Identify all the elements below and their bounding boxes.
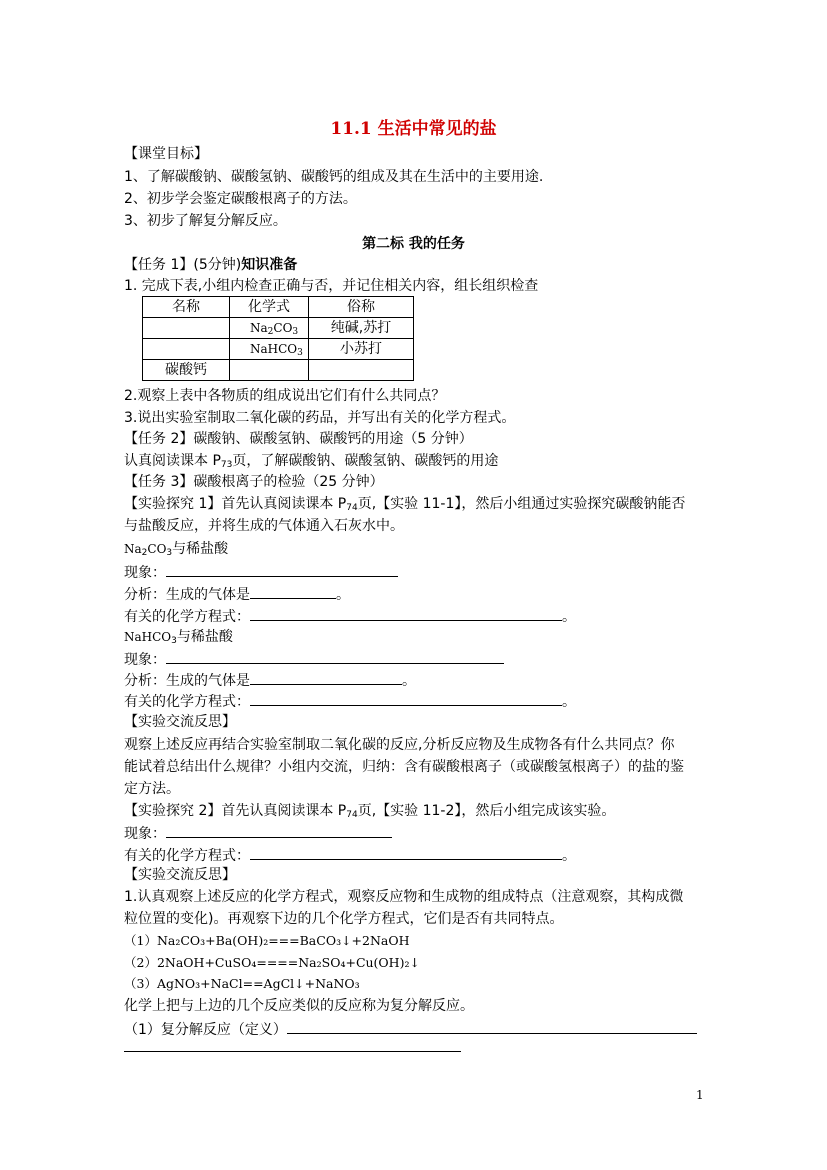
reflect-line: 能试着总结出什么规律？小组内交流，归纳：含有碳酸根离子（或碳酸氢根离子）的盐的鉴 (124, 759, 684, 775)
table-cell-formula: $Na_2CO_3$ (230, 318, 309, 339)
gas-blank[interactable] (250, 669, 402, 685)
table-row (143, 318, 414, 339)
page-title: 11.1 生活中常见的盐 (330, 119, 497, 139)
phenomenon-row: 现象： (124, 648, 504, 668)
page-number: 1 (696, 1088, 704, 1102)
table-row (143, 339, 414, 360)
table-header: 名称 (143, 297, 230, 318)
table-cell: 小苏打 (309, 339, 414, 360)
task1-question-1: 1. 完成下表,小组内检查正确与否，并记住相关内容，组长组织检查 (124, 278, 539, 294)
task1-question-2: 2.观察上表中各物质的组成说出它们有什么共同点？ (124, 388, 446, 404)
table-header: 化学式 (230, 297, 309, 318)
goal-item: 1、了解碳酸钠、碳酸氢钠、碳酸钙的组成及其在生活中的主要用途. (124, 169, 544, 185)
equation-blank[interactable] (250, 844, 562, 860)
table-row (143, 360, 414, 381)
exp2-line: 【实验探究 2】首先认真阅读课本 $P_{74}$页,【实验 11-2】，然后小组完成该实验。 (124, 803, 616, 820)
analysis-row: 分析：生成的气体是 。 (124, 583, 350, 603)
equation-row: 有关的化学方程式： 。 (124, 690, 576, 710)
table-cell: 碳酸钙 (143, 360, 230, 381)
section-heading: 第二标 我的任务 (362, 236, 465, 252)
gas-blank[interactable] (250, 583, 336, 599)
task1-prefix: 【任务 1】(5分钟) (124, 257, 242, 273)
task2-heading: 【任务 2】碳酸钠、碳酸氢钠、碳酸钙的用途（5 分钟） (124, 431, 473, 447)
equation-blank[interactable] (250, 605, 562, 621)
table-header-row (143, 297, 414, 318)
exp1-line: 【实验探究 1】首先认真阅读课本 $P_{74}$页,【实验 11-1】，然后小组通过实验探究碳酸钠能否 (124, 496, 686, 513)
equation-row: 有关的化学方程式： 。 (124, 605, 576, 625)
exp1-line: 与盐酸反应，并将生成的气体通入石灰水中。 (124, 518, 404, 534)
phenomenon-blank[interactable] (166, 648, 504, 664)
reflect-header: 【实验交流反思】 (124, 867, 236, 883)
equation-2: （2）2NaOH+CuSO₄====Na₂SO₄+Cu(OH)₂↓ (124, 955, 420, 970)
table-cell-formula: NaHCO$_3$ (230, 339, 309, 360)
table-cell: 纯碱,苏打 (309, 318, 414, 339)
task3-heading: 【任务 3】碳酸根离子的检验（25 分钟） (124, 474, 384, 490)
phenomenon-blank[interactable] (166, 822, 392, 838)
na2co3-heading: $Na_2CO_3$与稀盐酸 (124, 541, 229, 558)
salt-table (142, 296, 414, 381)
table-header: 俗称 (309, 297, 414, 318)
goal-item: 2、初步学会鉴定碳酸根离子的方法。 (124, 191, 357, 207)
task2-body: 认真阅读课本 $P_{73}$页，了解碳酸钠、碳酸氢钠、碳酸钙的用途 (124, 453, 499, 470)
equation-1: （1）Na₂CO₃+Ba(OH)₂===BaCO₃↓+2NaOH (124, 933, 410, 948)
table-cell[interactable] (143, 339, 230, 360)
nahco3-heading: NaHCO$_3$与稀盐酸 (124, 629, 233, 646)
task1-question-3: 3.说出实验室制取二氧化碳的药品，并写出有关的化学方程式。 (124, 410, 516, 426)
equation-row: 有关的化学方程式： 。 (124, 844, 576, 864)
phenomenon-row: 现象： (124, 822, 392, 842)
reflect-line: 1.认真观察上述反应的化学方程式，观察反应物和生成物的组成特点（注意观察，其构成微 (124, 889, 684, 905)
task1-title: 知识准备 (241, 257, 298, 273)
table-cell[interactable] (230, 360, 309, 381)
table-cell[interactable] (143, 318, 230, 339)
equation-3: （3）AgNO₃+NaCl==AgCl↓+NaNO₃ (124, 976, 360, 991)
goals-header: 【课堂目标】 (124, 146, 208, 162)
reflect-line: 观察上述反应再结合实验室制取二氧化碳的反应,分析反应物及生成物各有什么共同点？你 (124, 737, 675, 753)
definition-row: （1）复分解反应（定义） (124, 1018, 697, 1038)
phenomenon-blank[interactable] (166, 561, 398, 577)
reflect-header: 【实验交流反思】 (124, 714, 236, 730)
definition-blank-continued[interactable] (124, 1051, 461, 1052)
table-cell[interactable] (309, 360, 414, 381)
reflect-line: 定方法。 (124, 781, 180, 797)
equation-blank[interactable] (250, 690, 562, 706)
summary-text: 化学上把与上边的几个反应类似的反应称为复分解反应。 (124, 998, 474, 1014)
definition-blank[interactable] (287, 1018, 697, 1034)
phenomenon-row: 现象： (124, 561, 398, 581)
analysis-row: 分析：生成的气体是 。 (124, 669, 416, 689)
reflect-line: 粒位置的变化)。再观察下边的几个化学方程式，它们是否有共同特点。 (124, 911, 564, 927)
goal-item: 3、初步了解复分解反应。 (124, 213, 287, 229)
task1-heading (124, 255, 297, 275)
